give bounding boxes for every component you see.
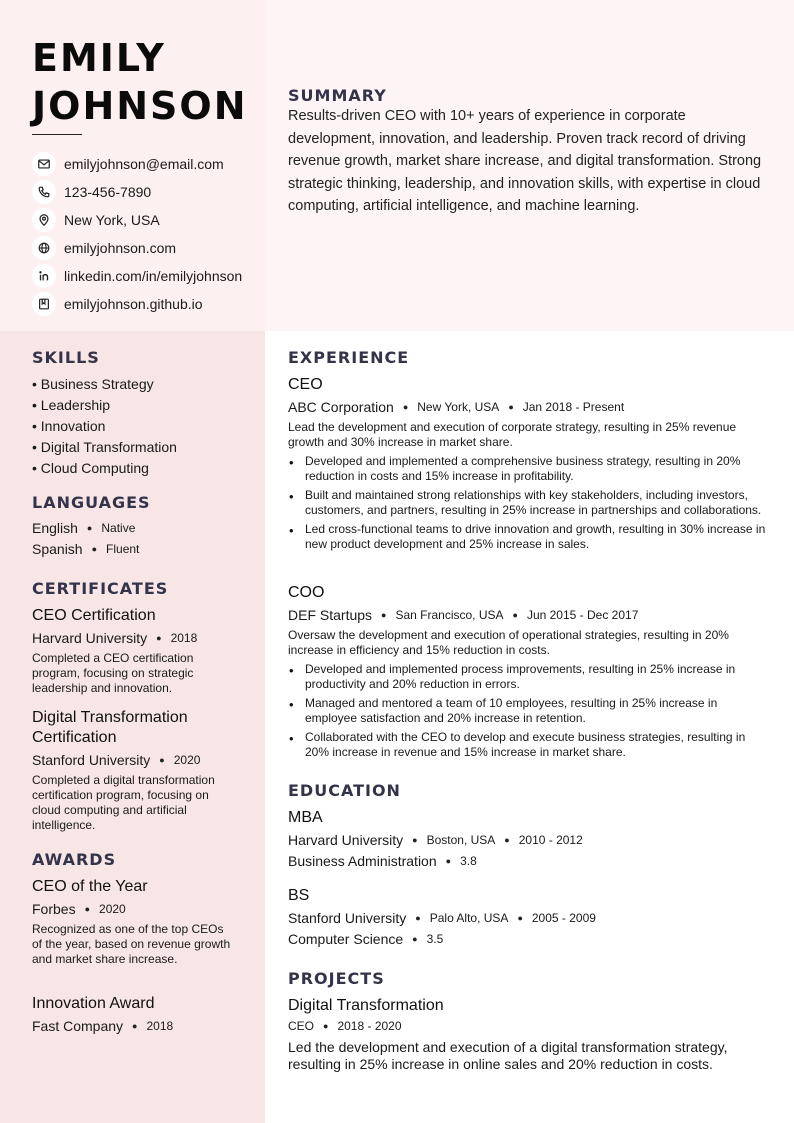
job-dates: Jun 2015 - Dec 2017 <box>526 608 639 622</box>
job-summary: Lead the development and execution of corporate strategy, resulting in 25% revenue growth and 30% increase in market share. <box>288 420 737 449</box>
award-issuer: Fast Company <box>32 1018 124 1034</box>
skill-item: • Cloud Computing <box>32 460 149 476</box>
education-field-row: Business Administration ● 3.8 <box>288 853 477 869</box>
phone-icon <box>32 180 56 204</box>
summary-heading: SUMMARY <box>288 86 387 105</box>
gpa: 3.8 <box>460 854 477 868</box>
language-level: Native <box>101 521 136 535</box>
award-meta: Fast Company ● 2018 <box>32 1018 174 1034</box>
linkedin-text: linkedin.com/in/emilyjohnson <box>64 268 243 284</box>
certificate-description: Completed a CEO certification program, focusing on strategic leadership and innovation. <box>32 651 194 695</box>
contact-list <box>32 150 242 318</box>
job-meta: ABC Corporation ● New York, USA ● Jan 2018 - Present <box>288 399 625 415</box>
candidate-name <box>32 34 248 130</box>
job-bullet: • Managed and mentored a team of 10 employees, resulting in 25% increase in employee satisfaction and 20% increase in retention. <box>288 696 772 726</box>
job-bullet: • Developed and implemented a comprehensive business strategy, resulting in 20% reduction in costs and 15% increase in profitability. <box>288 454 772 484</box>
education-dates: 2010 - 2012 <box>518 833 583 847</box>
skill-item: • Digital Transformation <box>32 439 177 455</box>
degree-title: MBA <box>288 809 323 826</box>
project-role: CEO <box>288 1019 315 1033</box>
job-location: New York, USA <box>417 400 500 414</box>
language-row: Spanish ● Fluent <box>32 541 140 557</box>
award-year: 2018 <box>146 1019 174 1033</box>
certificate-meta: Stanford University ● 2020 <box>32 752 201 768</box>
website-text: emilyjohnson.com <box>64 240 177 256</box>
github-text: emilyjohnson.github.io <box>64 296 203 312</box>
language-row: English ● Native <box>32 520 136 536</box>
award-issuer: Forbes <box>32 901 76 917</box>
email-text: emilyjohnson@email.com <box>64 156 224 172</box>
contact-github[interactable] <box>32 290 242 318</box>
project-dates: 2018 - 2020 <box>337 1019 402 1033</box>
job-bullets <box>288 454 772 556</box>
location-text: New York, USA <box>64 212 160 228</box>
award-year: 2020 <box>99 902 126 916</box>
location-pin-icon <box>32 208 56 232</box>
first-name: EMILY <box>32 36 166 80</box>
languages-heading: LANGUAGES <box>32 493 151 512</box>
phone-text: 123-456-7890 <box>64 184 152 200</box>
mail-icon <box>32 152 56 176</box>
school-location: Boston, USA <box>426 833 496 847</box>
certificates-heading: CERTIFICATES <box>32 579 169 598</box>
last-name: JOHNSON <box>32 84 248 128</box>
contact-website[interactable] <box>32 234 242 262</box>
certificate-issuer: Harvard University <box>32 630 148 646</box>
job-bullets <box>288 662 772 764</box>
job-bullet: • Collaborated with the CEO to develop and execute business strategies, resulting in 20% increase in revenue and 15% increase in market share. <box>288 730 772 760</box>
job-location: San Francisco, USA <box>395 608 504 622</box>
experience-heading: EXPERIENCE <box>288 348 410 367</box>
language-name: Spanish <box>32 541 83 557</box>
certificate-year: 2018 <box>170 631 198 645</box>
project-meta: CEO ● 2018 - 2020 <box>288 1019 402 1033</box>
projects-heading: PROJECTS <box>288 969 385 988</box>
job-dates: Jan 2018 - Present <box>522 400 625 414</box>
award-description: Recognized as one of the top CEOs of the year, based on revenue growth and market share increase. <box>32 922 231 966</box>
award-title: CEO of the Year <box>32 878 148 895</box>
certificate-meta: Harvard University ● 2018 <box>32 630 198 646</box>
degree-title: BS <box>288 887 310 904</box>
certificate-title: CEO Certification <box>32 607 156 624</box>
education-heading: EDUCATION <box>288 781 401 800</box>
contact-email[interactable] <box>32 150 242 178</box>
contact-linkedin[interactable] <box>32 262 242 290</box>
job-meta: DEF Startups ● San Francisco, USA ● Jun 2015 - Dec 2017 <box>288 607 639 623</box>
job-company: ABC Corporation <box>288 399 394 415</box>
job-summary: Oversaw the development and execution of operational strategies, resulting in 20% increase in efficiency and 15% reduction in costs. <box>288 628 729 657</box>
summary-text: Results-driven CEO with 10+ years of experience in corporate development, innovation, and leadership. Proven track record of driving revenue growth, market share increase, and digital transformation. Strong strategic thinking, leadership, and innovation skills, with expertise in cloud computing, artificial intelligence, and machine learning. <box>288 108 762 215</box>
certificate-issuer: Stanford University <box>32 752 151 768</box>
job-bullet: • Led cross-functional teams to drive innovation and growth, resulting in 30% increase in new product development and 25% increase in sales. <box>288 522 772 552</box>
award-title: Innovation Award <box>32 995 155 1012</box>
contact-location <box>32 206 242 234</box>
skills-list <box>32 374 177 479</box>
education-meta: Stanford University ● Palo Alto, USA ● 2005 - 2009 <box>288 910 596 926</box>
certificate-title: Digital Transformation Certification <box>32 709 188 746</box>
education-meta: Harvard University ● Boston, USA ● 2010 - 2012 <box>288 832 583 848</box>
contact-phone[interactable] <box>32 178 242 206</box>
education-field-row: Computer Science ● 3.5 <box>288 931 444 947</box>
job-title: COO <box>288 584 325 601</box>
job-bullet: • Built and maintained strong relationships with key stakeholders, including investors, customers, and partners, resulting in 25% increase in partnerships and collaborations. <box>288 488 772 518</box>
job-company: DEF Startups <box>288 607 373 623</box>
project-description: Led the development and execution of a digital transformation strategy, resulting in 25% increase in online sales and 20% reduction in costs. <box>288 1039 728 1072</box>
skills-heading: SKILLS <box>32 348 100 367</box>
github-icon <box>32 292 56 316</box>
job-bullet: • Developed and implemented process improvements, resulting in 25% increase in productivity and 20% reduction in errors. <box>288 662 772 692</box>
field-of-study: Computer Science <box>288 931 404 947</box>
school-location: Palo Alto, USA <box>429 911 509 925</box>
school-name: Stanford University <box>288 910 407 926</box>
skill-item: • Leadership <box>32 397 111 413</box>
language-name: English <box>32 520 78 536</box>
certificate-description: Completed a digital transformation certification program, focusing on cloud computing and artificial intelligence. <box>32 773 215 832</box>
globe-icon <box>32 236 56 260</box>
linkedin-icon <box>32 264 56 288</box>
award-meta: Forbes ● 2020 <box>32 901 126 917</box>
project-title: Digital Transformation <box>288 997 444 1014</box>
job-title: CEO <box>288 376 323 393</box>
name-divider <box>32 134 82 135</box>
certificate-year: 2020 <box>173 753 201 767</box>
skill-item: • Business Strategy <box>32 376 154 392</box>
language-level: Fluent <box>106 542 140 556</box>
education-dates: 2005 - 2009 <box>531 911 596 925</box>
skill-item: • Innovation <box>32 418 106 434</box>
school-name: Harvard University <box>288 832 404 848</box>
awards-heading: AWARDS <box>32 850 117 869</box>
gpa: 3.5 <box>426 932 444 946</box>
field-of-study: Business Administration <box>288 853 437 869</box>
